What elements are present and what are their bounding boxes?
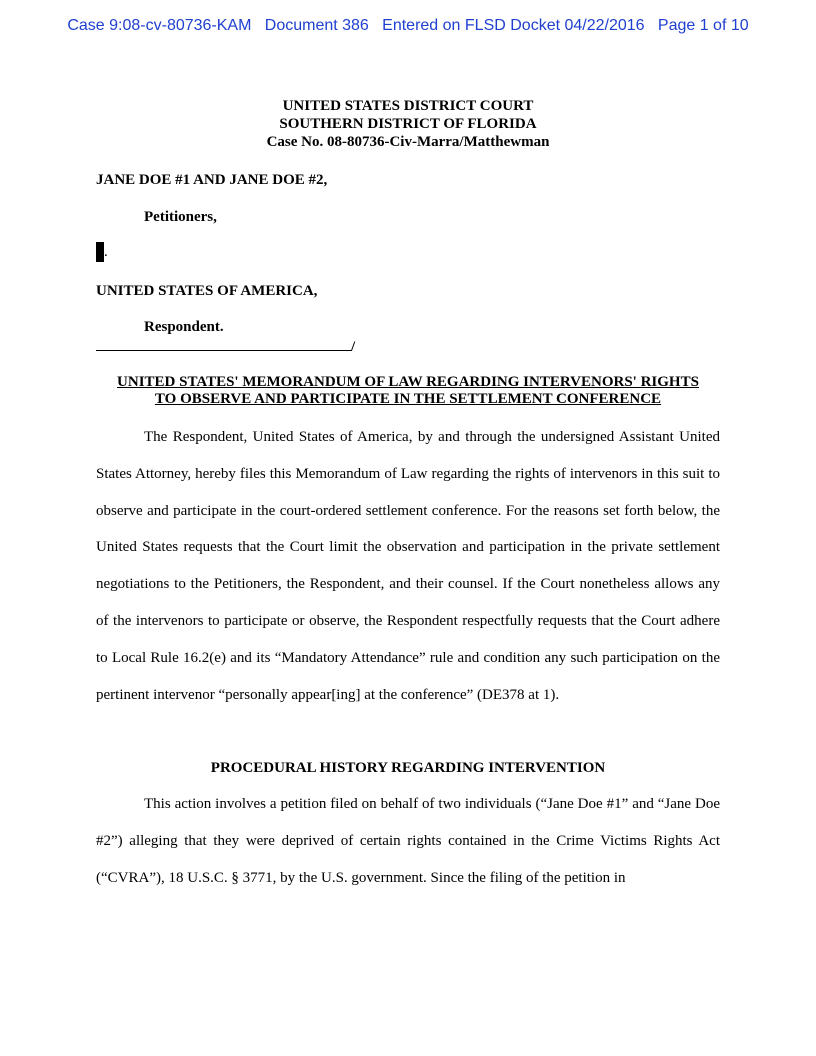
court-caption	[0, 97, 816, 151]
defendant-role: Respondent.	[144, 319, 224, 335]
docket-stamp: Case 9:08-cv-80736-KAM Document 386 Entered on FLSD Docket 04/22/2016 Page 1 of 10	[67, 17, 749, 34]
document-title-line-2: TO OBSERVE AND PARTICIPATE IN THE SETTLEMENT CONFERENCE	[154, 391, 662, 407]
section-heading: PROCEDURAL HISTORY REGARDING INTERVENTION	[210, 760, 606, 776]
caption-slash: /	[351, 339, 356, 355]
defendant-name: UNITED STATES OF AMERICA,	[96, 283, 318, 299]
versus-suffix: .	[104, 244, 108, 260]
plaintiffs-name: JANE DOE #1 AND JANE DOE #2,	[96, 172, 328, 188]
caption-underline	[96, 336, 351, 351]
plaintiffs-role: Petitioners,	[144, 209, 217, 225]
versus-line	[96, 242, 108, 263]
caption-rule	[96, 336, 355, 356]
court-name: UNITED STATES DISTRICT COURT	[282, 98, 534, 114]
document-title	[96, 374, 720, 408]
intro-text: The Respondent, United States of America, by and through the undersigned Assistant United States Attorney, hereby files this Memorandum of Law regarding the rights of intervenors in this suit to observe and participate in the court-ordered settlement conference. For the reasons set forth below, the United States requests that the Court limit the observation and participation in the private settlement negotiations to the Petitioners, the Respondent, and their counsel. If the Court nonetheless allows any of the intervenors to participate or observe, the Respondent respectfully requests that the Court adhere to Local Rule 16.2(e) and its “Mandatory Attendance” rule and condition any such participation on the pertinent intervenor “personally appear[ing] at the conference” (DE378 at 1).	[96, 429, 720, 703]
document-title-line-1: UNITED STATES' MEMORANDUM OF LAW REGARDING INTERVENORS' RIGHTS	[117, 374, 699, 390]
procedural-history-text: This action involves a petition filed on behalf of two individuals (“Jane Doe #1” and “Jane Doe #2”) alleging that they were deprived of certain rights contained in the Crime Victims Rights Act (“CVRA”), 18 U.S.C. § 3771, by the U.S. government. Since the filing of the petition in	[96, 796, 720, 886]
procedural-history-paragraph	[96, 786, 720, 896]
intro-paragraph	[96, 419, 720, 713]
redaction-block	[96, 242, 104, 262]
district-name: SOUTHERN DISTRICT OF FLORIDA	[279, 116, 537, 132]
case-number: Case No. 08-80736-Civ-Marra/Matthewman	[266, 134, 550, 150]
